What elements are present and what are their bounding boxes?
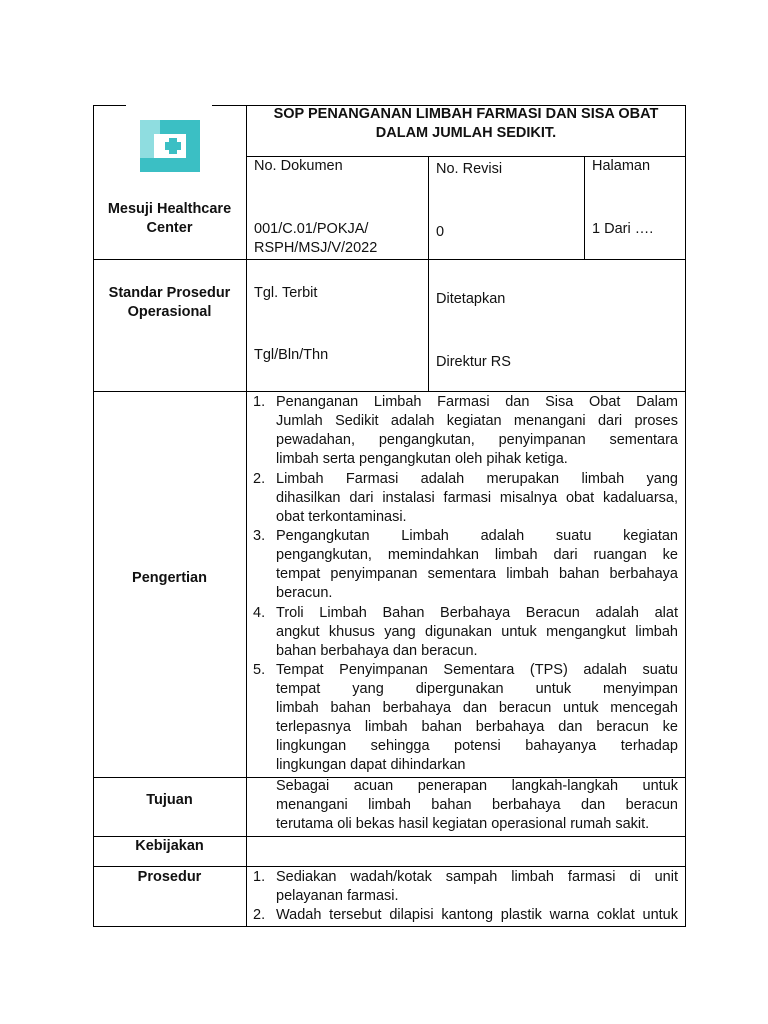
spo-bottom — [93, 391, 686, 392]
pengertian-item-1-number: 1. — [253, 394, 266, 410]
no-dokumen-value-line1: 001/C.01/POKJA/ — [254, 221, 369, 237]
tgl-terbit-label: Tgl. Terbit — [254, 285, 318, 301]
tujuan-text: Sebagai acuan penerapan langkah-langkah untuk menangani limbah bahan berbahaya dan beracun terutama oli bekas hasil kegiatan operasional rumah sakit. — [276, 778, 678, 832]
pengertian-item-2: Limbah Farmasi adalah merupakan limbah yang dihasilkan dari instalasi farmasi misalnya obat kadaluarsa, obat terkontaminasi. — [276, 471, 678, 525]
direktur-label: Direktur RS — [436, 354, 511, 370]
spo-label-line2: Operasional — [127, 304, 212, 320]
document-title-line1: SOP PENANGANAN LIMBAH FARMASI DAN SISA OBAT — [273, 106, 659, 122]
no-revisi-value: 0 — [436, 224, 445, 240]
halaman-value: 1 Dari …. — [592, 221, 654, 237]
spo-label-line1: Standar Prosedur — [108, 285, 231, 301]
pengertian-item-1: Penanganan Limbah Farmasi dan Sisa Obat Dalam Jumlah Sedikit adalah kegiatan menangani dari proses pewadahan, pengangkutan, penyimpanan sementara limbah serta pengangkutan oleh pihak ketiga. — [276, 394, 678, 467]
pengertian-item-2-number: 2. — [253, 471, 266, 487]
org-name-line1: Mesuji Healthcare — [107, 201, 232, 217]
prosedur-item-1-number: 1. — [253, 869, 266, 885]
tujuan-label: Tujuan — [146, 792, 193, 808]
column-divider — [246, 105, 247, 927]
header-bottom — [93, 259, 686, 260]
top-border-left — [93, 105, 126, 106]
pengertian-item-5-number: 5. — [253, 662, 266, 678]
ditetapkan-label: Ditetapkan — [436, 291, 506, 307]
no-revisi-label: No. Revisi — [436, 161, 503, 177]
pengertian-item-5: Tempat Penyimpanan Sementara (TPS) adalah suatu tempat yang dipergunakan untuk menyimpan limbah bahan berbahaya dan beracun untuk mencegah terlepasnya limbah bahan berbahaya dan beracun ke lingkungan sehingga potensi bahayanya terhadap lingkungan dapat dihindarkan — [276, 662, 678, 773]
halaman-label: Halaman — [592, 158, 651, 174]
org-name-line2: Center — [146, 220, 193, 236]
prosedur-item-2-number: 2. — [253, 907, 266, 923]
tgl-terbit-value: Tgl/Bln/Thn — [254, 347, 329, 363]
hospital-logo — [134, 114, 206, 180]
prosedur-item-1: Sediakan wadah/kotak sampah limbah farmasi di unit pelayanan farmasi. — [276, 869, 678, 904]
no-dokumen-value-line2: RSPH/MSJ/V/2022 — [254, 240, 378, 256]
pengertian-label: Pengertian — [132, 570, 207, 586]
pengertian-item-3-number: 3. — [253, 528, 266, 544]
kebijakan-label: Kebijakan — [135, 838, 204, 854]
no-dokumen-label: No. Dokumen — [254, 158, 343, 174]
prosedur-label: Prosedur — [137, 869, 202, 885]
right-border — [685, 105, 686, 927]
pengertian-item-4: Troli Limbah Bahan Berbahaya Beracun adalah alat angkut khusus yang digunakan untuk mengangkut limbah bahan berbahaya dan beracun. — [276, 605, 678, 659]
document-title-line2: DALAM JUMLAH SEDIKIT. — [375, 125, 557, 141]
pengertian-item-3: Pengangkutan Limbah adalah suatu kegiatan pengangkutan, memindahkan limbah dari ruangan ke tempat penyimpanan sementara limbah bahan berbahaya beracun. — [276, 528, 678, 601]
bottom-border — [93, 926, 686, 927]
prosedur-item-2: Wadah tersebut dilapisi kantong plastik warna coklat untuk — [276, 907, 678, 923]
top-border-mid — [212, 105, 247, 106]
kebijakan-bottom — [93, 866, 686, 867]
col-divider-2 — [584, 156, 585, 259]
pengertian-item-4-number: 4. — [253, 605, 266, 621]
col-divider-1 — [428, 156, 429, 391]
